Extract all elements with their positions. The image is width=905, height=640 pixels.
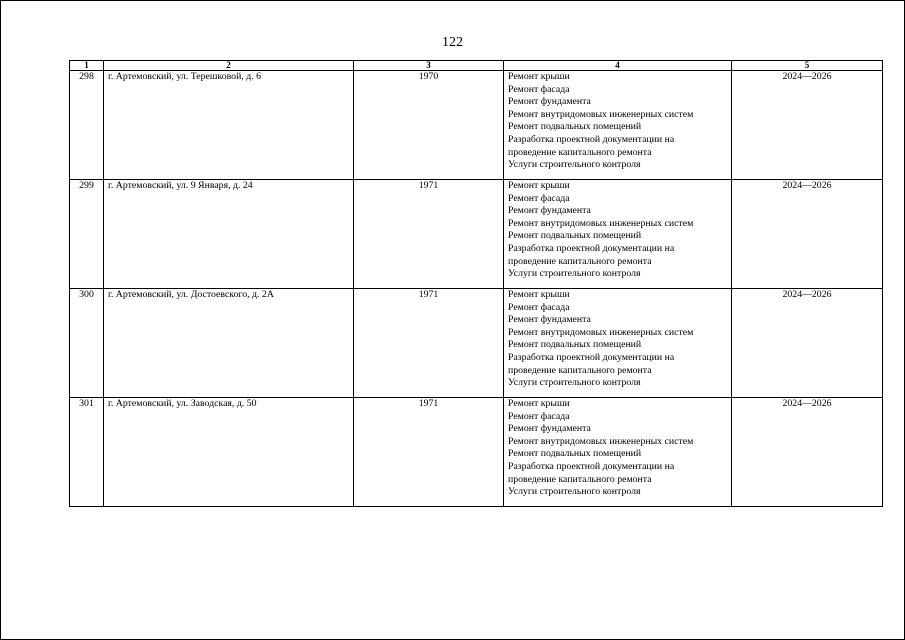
work-item: Ремонт внутридомовых инженерных систем	[508, 217, 694, 229]
work-item: Ремонт внутридомовых инженерных систем	[508, 435, 694, 447]
row-number: 298	[70, 71, 104, 180]
row-period: 2024—2026	[732, 398, 883, 507]
table-row	[70, 180, 883, 289]
work-item: Разработка проектной документации на	[508, 351, 675, 363]
row-address: г. Артемовский, ул. Достоевского, д. 2А	[104, 289, 354, 398]
work-item: Услуги строительного контроля	[508, 268, 641, 280]
row-works	[504, 398, 732, 507]
table-row	[70, 289, 883, 398]
work-item: Ремонт крыши	[508, 71, 570, 82]
work-item: Разработка проектной документации на	[508, 242, 675, 254]
work-item: Ремонт фасада	[508, 301, 570, 313]
work-item: Ремонт подвальных помещений	[508, 448, 642, 460]
row-number: 299	[70, 180, 104, 289]
work-item: Ремонт подвальных помещений	[508, 121, 642, 133]
work-item: Ремонт фасада	[508, 192, 570, 204]
table-row	[70, 71, 883, 180]
row-number: 301	[70, 398, 104, 507]
row-year: 1971	[354, 398, 504, 507]
work-item: Ремонт подвальных помещений	[508, 339, 642, 351]
work-item: Ремонт крыши	[508, 398, 570, 409]
row-year: 1971	[354, 180, 504, 289]
housing-repair-table	[69, 60, 883, 507]
work-item: Разработка проектной документации на	[508, 460, 675, 472]
row-period: 2024—2026	[732, 71, 883, 180]
work-item: Ремонт внутридомовых инженерных систем	[508, 108, 694, 120]
column-header-4: 4	[504, 61, 732, 71]
work-item: проведение капитального ремонта	[508, 364, 652, 376]
work-item: Услуги строительного контроля	[508, 159, 641, 171]
row-period: 2024—2026	[732, 289, 883, 398]
work-item: Ремонт подвальных помещений	[508, 230, 642, 242]
work-item: Услуги строительного контроля	[508, 486, 641, 498]
column-header-2: 2	[104, 61, 354, 71]
row-number: 300	[70, 289, 104, 398]
work-item: Ремонт крыши	[508, 289, 570, 300]
work-item: Ремонт фундамента	[508, 205, 591, 217]
work-item: проведение капитального ремонта	[508, 473, 652, 485]
work-item: Ремонт внутридомовых инженерных систем	[508, 326, 694, 338]
row-works	[504, 289, 732, 398]
row-period: 2024—2026	[732, 180, 883, 289]
row-address: г. Артемовский, ул. Заводская, д. 50	[104, 398, 354, 507]
table-row	[70, 398, 883, 507]
row-address: г. Артемовский, ул. 9 Января, д. 24	[104, 180, 354, 289]
row-year: 1971	[354, 289, 504, 398]
row-works	[504, 71, 732, 180]
work-item: Ремонт фундамента	[508, 423, 591, 435]
row-works	[504, 180, 732, 289]
work-item: Ремонт крыши	[508, 180, 570, 191]
column-header-1: 1	[70, 61, 104, 71]
work-item: проведение капитального ремонта	[508, 146, 652, 158]
table-header-row	[70, 61, 883, 71]
row-address: г. Артемовский, ул. Терешковой, д. 6	[104, 71, 354, 180]
page-number: 122	[442, 35, 463, 50]
work-item: Ремонт фундамента	[508, 314, 591, 326]
work-item: проведение капитального ремонта	[508, 255, 652, 267]
work-item: Ремонт фасада	[508, 410, 570, 422]
work-item: Ремонт фасада	[508, 83, 570, 95]
work-item: Услуги строительного контроля	[508, 377, 641, 389]
column-header-3: 3	[354, 61, 504, 71]
column-header-5: 5	[732, 61, 883, 71]
row-year: 1970	[354, 71, 504, 180]
work-item: Ремонт фундамента	[508, 96, 591, 108]
work-item: Разработка проектной документации на	[508, 133, 675, 145]
